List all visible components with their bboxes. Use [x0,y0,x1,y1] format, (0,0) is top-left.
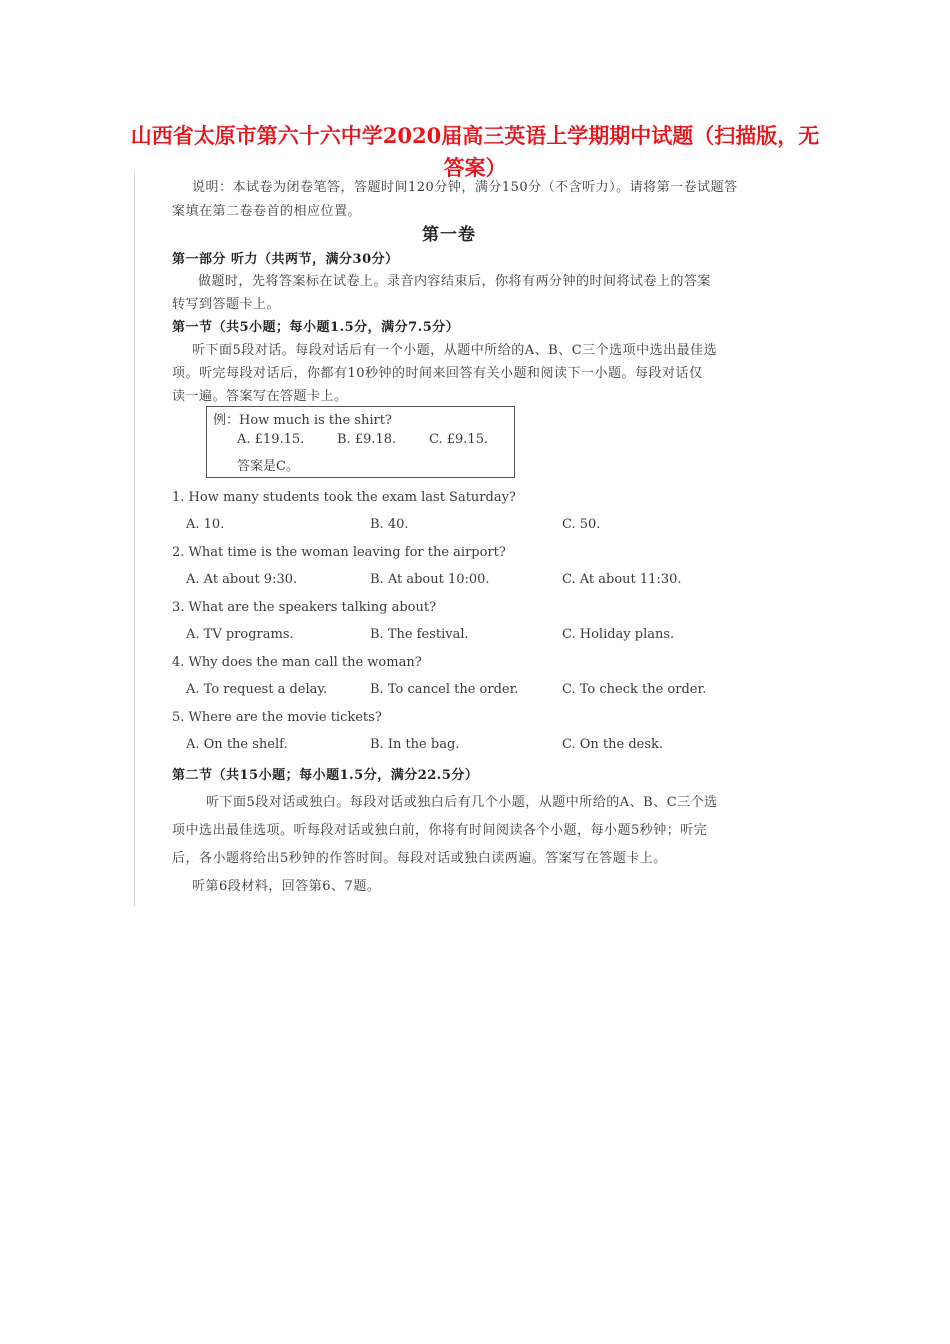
question-3-option-c: C. Holiday plans. [562,627,675,642]
question-3-option-a: A. TV programs. [186,627,294,642]
part1-intro-line-2: 转写到答题卡上。 [172,297,281,312]
scanned-exam-page [134,170,764,910]
section2-intro-line-3: 后，各小题将给出5秒钟的作答时间。每段对话或独白读两遍。答案写在答题卡上。 [172,851,667,866]
page-title: 山西省太原市第六十六中学2020届高三英语上学期期中试题（扫描版，无答案） [130,123,820,180]
question-2-option-a: A. At about 9:30. [186,572,298,587]
section1-intro-line-2: 项。听完每段对话后，你都有10秒钟的时间来回答有关小题和阅读下一小题。每段对话仅 [172,366,703,381]
volume-title: 第一卷 [422,225,476,245]
question-2-stem: 2. What time is the woman leaving for the airport? [172,545,506,560]
section1-heading: 第一节（共5小题；每小题1.5分，满分7.5分） [172,320,460,335]
question-5-option-b: B. In the bag. [370,737,460,752]
example-option-c: C. £9.15. [429,432,489,447]
part1-heading: 第一部分 听力（共两节，满分30分） [172,252,399,267]
question-1-option-c: C. 50. [562,517,601,532]
example-answer: 答案是C。 [237,459,299,474]
question-1-stem: 1. How many students took the exam last Saturday? [172,490,516,505]
question-4-stem: 4. Why does the man call the woman? [172,655,422,670]
question-3-option-b: B. The festival. [370,627,469,642]
section2-material-note: 听第6段材料，回答第6、7题。 [192,879,381,894]
part1-intro-line-1: 做题时，先将答案标在试卷上。录音内容结束后，你将有两分钟的时间将试卷上的答案 [198,274,712,289]
question-5-option-c: C. On the desk. [562,737,664,752]
example-box [206,406,515,478]
question-4-option-c: C. To check the order. [562,682,707,697]
question-2-option-c: C. At about 11:30. [562,572,682,587]
instructions-line-1: 说明：本试卷为闭卷笔答，答题时间120分钟，满分150分（不含听力）。请将第一卷试题答 [192,180,738,195]
section2-intro-line-1: 听下面5段对话或独白。每段对话或独白后有几个小题，从题中所给的A、B、C三个选 [206,795,718,810]
example-option-a: A. £19.15. [237,432,305,447]
section1-intro-line-3: 读一遍。答案写在答题卡上。 [172,389,348,404]
section2-heading: 第二节（共15小题；每小题1.5分，满分22.5分） [172,768,479,783]
question-4-option-a: A. To request a delay. [186,682,328,697]
question-2-option-b: B. At about 10:00. [370,572,490,587]
question-4-option-b: B. To cancel the order. [370,682,519,697]
example-option-b: B. £9.18. [337,432,397,447]
section2-intro-line-2: 项中选出最佳选项。听每段对话或独白前，你将有时间阅读各个小题，每小题5秒钟；听完 [172,823,708,838]
question-1-option-b: B. 40. [370,517,409,532]
question-5-option-a: A. On the shelf. [186,737,288,752]
example-question: 例：How much is the shirt? [213,413,392,428]
question-5-stem: 5. Where are the movie tickets? [172,710,382,725]
question-1-option-a: A. 10. [186,517,225,532]
section1-intro-line-1: 听下面5段对话。每段对话后有一个小题，从题中所给的A、B、C三个选项中选出最佳选 [192,343,718,358]
instructions-line-2: 案填在第二卷卷首的相应位置。 [172,204,362,219]
question-3-stem: 3. What are the speakers talking about? [172,600,437,615]
